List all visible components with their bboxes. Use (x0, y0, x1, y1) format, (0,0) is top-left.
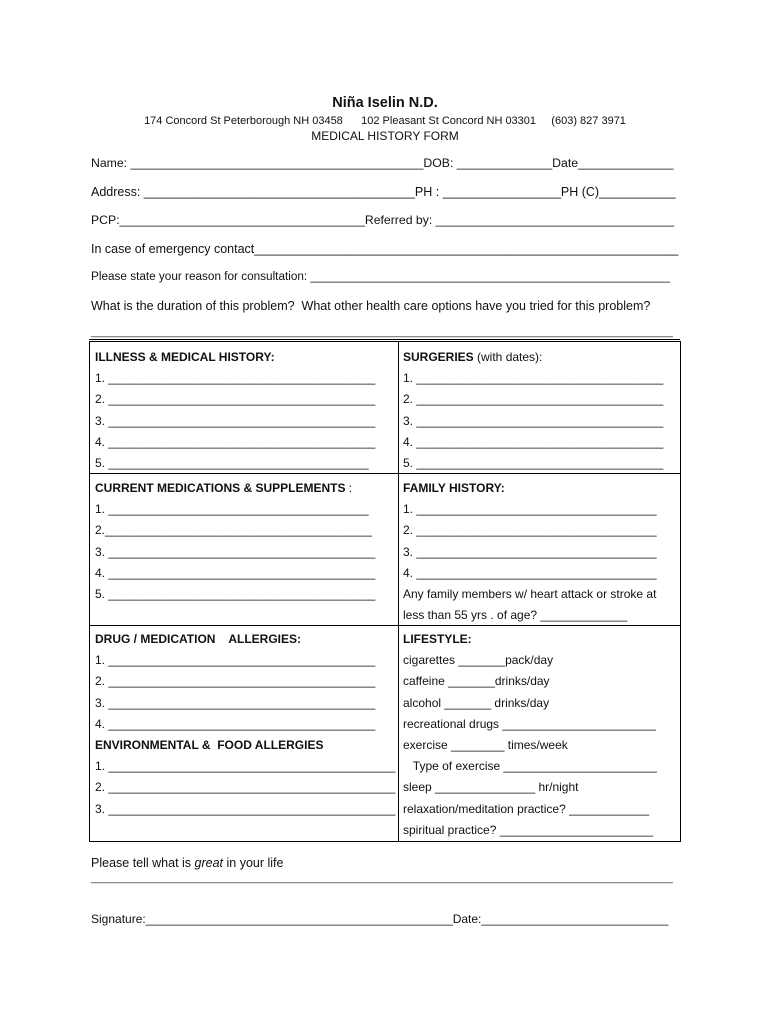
family-heart-attack-answer[interactable]: less than 55 yrs . of age? _____________ (403, 608, 628, 623)
surgery-item-1[interactable]: 1. _____________________________________ (403, 371, 664, 386)
practitioner-name: Niña Iselin N.D. (332, 95, 438, 111)
lifestyle-sleep[interactable]: sleep _______________ hr/night (403, 780, 579, 795)
medications-heading-label: CURRENT MEDICATIONS & SUPPLEMENTS (95, 481, 346, 495)
great-word: great (194, 856, 224, 870)
consultation-reason-field[interactable]: Please state your reason for consultation: _______________________________________________________ (91, 270, 670, 283)
surgeries-section (403, 347, 663, 474)
family-heart-attack-question: Any family members w/ heart attack or stroke at (403, 586, 657, 601)
surgeries-heading-label: SURGERIES (403, 350, 474, 364)
lifestyle-section (403, 629, 657, 841)
drug-allergy-item-4[interactable]: 4. ________________________________________ (95, 716, 376, 731)
illness-item-1[interactable]: 1. ________________________________________ (95, 371, 376, 386)
illness-heading: ILLNESS & MEDICAL HISTORY: (95, 350, 275, 364)
family-item-3[interactable]: 3. ____________________________________ (403, 544, 657, 559)
table-column-divider (398, 341, 399, 841)
practice-addresses: 174 Concord St Peterborough NH 03458 102 Pleasant St Concord NH 03301 (603) 827 3971 (144, 115, 626, 127)
surgery-item-3[interactable]: 3. _____________________________________ (403, 413, 664, 428)
lifestyle-spiritual[interactable]: spiritual practice? _______________________ (403, 822, 654, 837)
illness-item-2[interactable]: 2. ________________________________________ (95, 392, 376, 407)
medication-item-2[interactable]: 2.________________________________________ (95, 523, 372, 538)
family-item-2[interactable]: 2. ____________________________________ (403, 523, 657, 538)
surgery-item-4[interactable]: 4. _____________________________________ (403, 434, 664, 449)
illness-item-3[interactable]: 3. ________________________________________ (95, 413, 376, 428)
lifestyle-recreational-drugs[interactable]: recreational drugs _______________________ (403, 716, 656, 731)
family-history-section (403, 478, 657, 626)
surgeries-heading (403, 347, 663, 368)
signature-date-field[interactable]: Signature:______________________________________________Date:____________________________ (91, 912, 669, 926)
lifestyle-exercise[interactable]: exercise ________ times/week (403, 737, 568, 752)
surgery-item-2[interactable]: 2. _____________________________________ (403, 392, 664, 407)
env-allergy-item-1[interactable]: 1. ___________________________________________ (95, 759, 396, 774)
medication-item-1[interactable]: 1. _______________________________________ (95, 502, 369, 517)
env-allergies-heading: ENVIRONMENTAL & FOOD ALLERGIES (95, 737, 324, 752)
lifestyle-relaxation[interactable]: relaxation/meditation practice? ____________ (403, 801, 650, 816)
great-in-life-question (91, 856, 283, 870)
problem-duration-answer-line[interactable]: _____________________________________________________________________________________________ (91, 326, 673, 338)
medications-heading (95, 478, 375, 499)
lifestyle-exercise-type[interactable]: Type of exercise _______________________ (403, 759, 657, 774)
problem-duration-question: What is the duration of this problem? What other health care options have you tried for this problem? (91, 299, 651, 313)
env-allergy-item-2[interactable]: 2. ___________________________________________ (95, 780, 396, 795)
allergies-section (95, 629, 395, 820)
medication-item-5[interactable]: 5. ________________________________________ (95, 586, 376, 601)
emergency-contact-field[interactable]: In case of emergency contact_____________________________________________________________ (91, 242, 679, 256)
drug-allergy-item-1[interactable]: 1. ________________________________________ (95, 653, 376, 668)
medication-item-4[interactable]: 4. ________________________________________ (95, 565, 376, 580)
pcp-referred-field[interactable]: PCP:____________________________________Referred by: ___________________________________ (91, 213, 675, 227)
great-prefix: Please tell what is (91, 856, 195, 870)
lifestyle-cigarettes[interactable]: cigarettes _______pack/day (403, 653, 554, 668)
drug-allergy-item-3[interactable]: 3. ________________________________________ (95, 695, 376, 710)
table-top-rule (89, 339, 680, 340)
illness-item-4[interactable]: 4. ________________________________________ (95, 434, 376, 449)
illness-item-5[interactable]: 5. _______________________________________ (95, 455, 369, 470)
family-item-4[interactable]: 4. ____________________________________ (403, 565, 657, 580)
name-dob-date-field[interactable]: Name: ___________________________________________DOB: ______________Date______________ (91, 156, 674, 170)
great-in-life-answer-line[interactable]: _____________________________________________________________________________________________ (91, 872, 673, 884)
family-history-heading: FAMILY HISTORY: (403, 481, 505, 495)
great-suffix: in your life (223, 856, 284, 870)
address-phone-field[interactable]: Address: _______________________________________PH : _________________PH (C)___________ (91, 185, 676, 199)
surgery-item-5[interactable]: 5. _____________________________________ (403, 455, 664, 470)
medications-section (95, 478, 375, 605)
env-allergy-item-3[interactable]: 3. ___________________________________________ (95, 801, 396, 816)
drug-allergies-heading: DRUG / MEDICATION ALLERGIES: (95, 632, 301, 646)
family-item-1[interactable]: 1. ____________________________________ (403, 502, 657, 517)
lifestyle-caffeine[interactable]: caffeine _______drinks/day (403, 674, 550, 689)
form-title: MEDICAL HISTORY FORM (311, 129, 459, 143)
medication-item-3[interactable]: 3. ________________________________________ (95, 544, 376, 559)
medications-heading-suffix: : (345, 481, 353, 495)
illness-section (95, 347, 375, 474)
lifestyle-heading: LIFESTYLE: (403, 632, 472, 646)
drug-allergy-item-2[interactable]: 2. ________________________________________ (95, 674, 376, 689)
surgeries-heading-suffix: (with dates): (473, 350, 543, 364)
lifestyle-alcohol[interactable]: alcohol _______ drinks/day (403, 695, 550, 710)
